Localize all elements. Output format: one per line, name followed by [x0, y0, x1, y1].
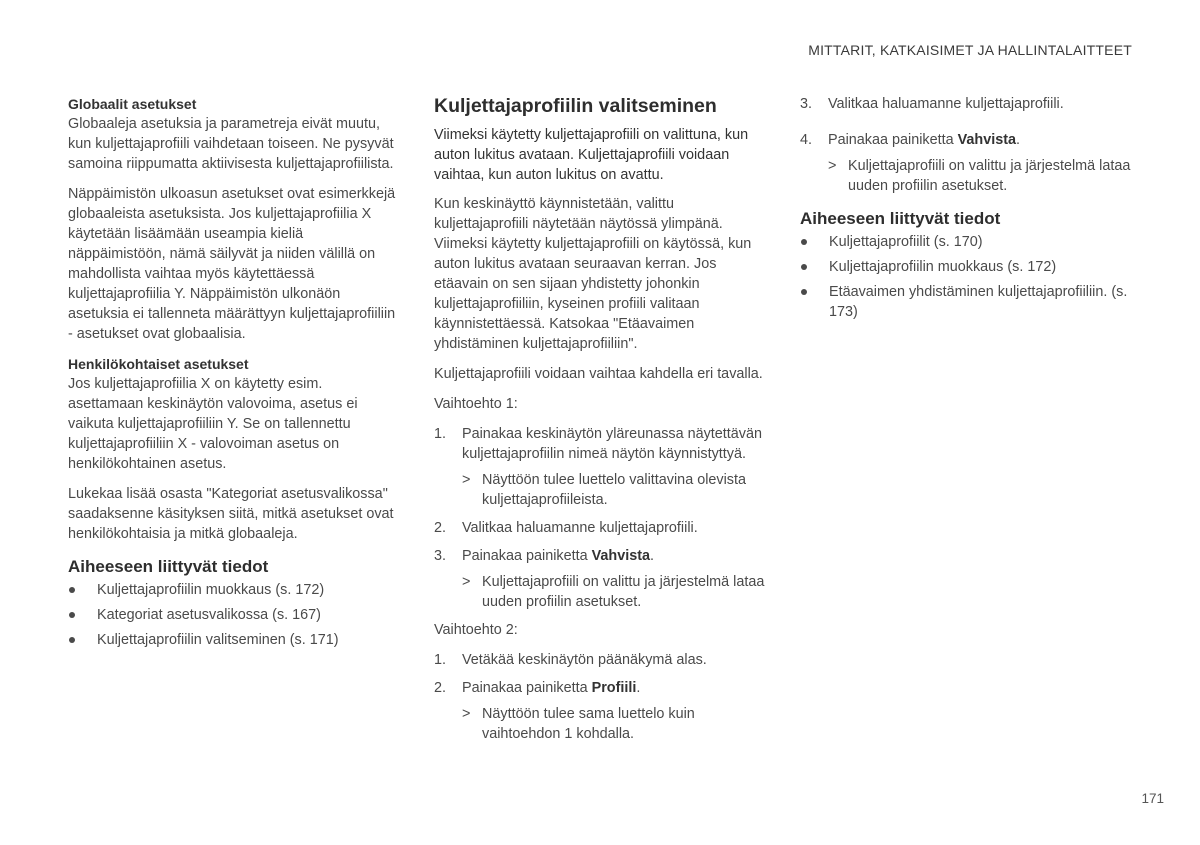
profile-button-label: Profiili	[591, 680, 637, 696]
result-arrow-icon: >	[462, 574, 471, 590]
step-item	[434, 518, 769, 538]
option-2-label: Vaihtoehto 2:	[434, 622, 518, 638]
body-paragraph-2: Kuljettajaprofiili voidaan vaihtaa kahdella eri tavalla.	[434, 366, 763, 382]
global-settings-paragraph-2: Näppäimistön ulkoasun asetukset ovat esimerkkejä globaaleista asetuksista. Jos kuljettajaprofiilia X käytetään lisäämään useampia kieliä näppäimistöön, nämä säilyvät ja niiden välillä on mahdollista vaihtaa myös käytettäessä kuljettajaprofiilia Y. Näppäimistön ulkonäön asetuksia ei tallenneta määrättyyn kuljettajaprofiiliin - asetukset ovat globaalisia.	[68, 186, 396, 342]
bullet-icon	[801, 264, 807, 270]
confirm-button-label: Vahvista	[957, 132, 1017, 148]
step-text: Painakaa painiketta Vahvista.	[462, 548, 655, 564]
bullet-icon	[801, 289, 807, 295]
step-number: 1.	[434, 426, 447, 442]
related-links-list	[68, 580, 398, 650]
step-result: > Kuljettajaprofiili on valittu ja järjestelmä lataa uuden profiilin asetukset.	[828, 158, 1131, 194]
personal-settings-heading: Henkilökohtaiset asetukset	[68, 356, 249, 372]
related-link-item[interactable]: Kuljettajaprofiilit (s. 170)	[800, 232, 1135, 252]
related-link-item[interactable]: Kategoriat asetusvalikossa (s. 167)	[68, 605, 398, 625]
global-settings-heading: Globaalit asetukset	[68, 96, 197, 112]
step-text: Painakaa keskinäytön yläreunassa näytettävän kuljettajaprofiilin nimeä näytön käynnistyttyä.	[462, 426, 762, 462]
step-text: Vetäkää keskinäytön päänäkymä alas.	[462, 652, 707, 668]
bullet-icon	[801, 239, 807, 245]
step-item	[434, 424, 769, 510]
confirm-button-label: Vahvista	[591, 548, 651, 564]
step-number: 4.	[800, 132, 813, 148]
step-item	[434, 650, 769, 670]
step-text: Painakaa painiketta Profiili.	[462, 680, 641, 696]
step-item	[434, 546, 769, 612]
related-link-item[interactable]: Kuljettajaprofiilin valitseminen (s. 171)	[68, 630, 398, 650]
bullet-icon	[69, 587, 75, 593]
step-result: > Kuljettajaprofiili on valittu ja järjestelmä lataa uuden profiilin asetukset.	[462, 574, 765, 610]
option-1-label: Vaihtoehto 1:	[434, 396, 518, 412]
result-arrow-icon: >	[462, 706, 471, 722]
step-number: 3.	[434, 548, 447, 564]
step-item	[800, 94, 1135, 114]
body-paragraph-1: Kun keskinäyttö käynnistetään, valittu kuljettajaprofiili näytetään näytössä ylimpänä. Viimeksi käytetty kuljettajaprofiili on käytössä, kun auton lukitus avataan seuraavan kerran. Jos etäavain on sen sijaan yhdistetty johonkin kuljettajaprofiiliin, kyseinen profiili valitaan käynnistettäessä. Katsokaa "Etäavaimen yhdistäminen kuljettajaprofiiliin".	[434, 196, 752, 352]
step-result: > Näyttöön tulee sama luettelo kuin vaihtoehdon 1 kohdalla.	[462, 706, 695, 742]
related-link-item[interactable]: Etäavaimen yhdistäminen kuljettajaprofiiliin. (s. 173)	[800, 282, 1135, 322]
step-number: 1.	[434, 652, 447, 668]
step-item	[434, 678, 769, 744]
bullet-icon	[69, 637, 75, 643]
column-middle	[434, 94, 769, 752]
related-link-item[interactable]: Kuljettajaprofiilin muokkaus (s. 172)	[68, 580, 398, 600]
related-info-heading: Aiheeseen liittyvät tiedot	[800, 209, 1001, 228]
page-number: 171	[1141, 791, 1164, 806]
step-text: Painakaa painiketta Vahvista.	[828, 132, 1021, 148]
step-result: > Näyttöön tulee luettelo valittavina olevista kuljettajaprofiileista.	[462, 472, 746, 508]
personal-settings-paragraph-2: Lukekaa lisää osasta "Kategoriat asetusvalikossa" saadaksenne käsityksen siitä, mitkä asetukset ovat henkilökohtaisia ja mitkä globaaleja.	[68, 486, 394, 542]
related-info-heading: Aiheeseen liittyvät tiedot	[68, 557, 269, 576]
bullet-icon	[69, 612, 75, 618]
column-right	[800, 94, 1135, 327]
result-arrow-icon: >	[462, 472, 471, 488]
result-arrow-icon: >	[828, 158, 837, 174]
step-number: 2.	[434, 520, 447, 536]
step-item	[800, 130, 1135, 196]
column-left	[68, 94, 398, 655]
related-links-list	[800, 232, 1135, 322]
personal-settings-paragraph-1: Jos kuljettajaprofiilia X on käytetty esim. asettamaan keskinäytön valovoima, asetus ei vaikuta kuljettajaprofiiliin Y. Se on tallennettu kuljettajaprofiiliin X - valovoiman asetus on henkilökohtainen asetus.	[68, 376, 358, 472]
intro-paragraph: Viimeksi käytetty kuljettajaprofiili on valittuna, kun auton lukitus avataan. Kuljettajaprofiili voidaan vaihtaa, kun auton lukitus on avattu.	[434, 127, 749, 183]
step-number: 2.	[434, 680, 447, 696]
section-title: Kuljettajaprofiilin valitseminen	[434, 95, 717, 117]
step-text: Valitkaa haluamanne kuljettajaprofiili.	[828, 96, 1064, 112]
section-header: MITTARIT, KATKAISIMET JA HALLINTALAITTEET	[808, 42, 1132, 58]
step-number: 3.	[800, 96, 813, 112]
related-link-item[interactable]: Kuljettajaprofiilin muokkaus (s. 172)	[800, 257, 1135, 277]
global-settings-paragraph-1: Globaaleja asetuksia ja parametreja eivät muutu, kun kuljettajaprofiili vaihdetaan toiseen. Ne pysyvät samoina riippumatta aktiivisesta kuljettajaprofiilista.	[68, 116, 394, 172]
step-text: Valitkaa haluamanne kuljettajaprofiili.	[462, 520, 698, 536]
